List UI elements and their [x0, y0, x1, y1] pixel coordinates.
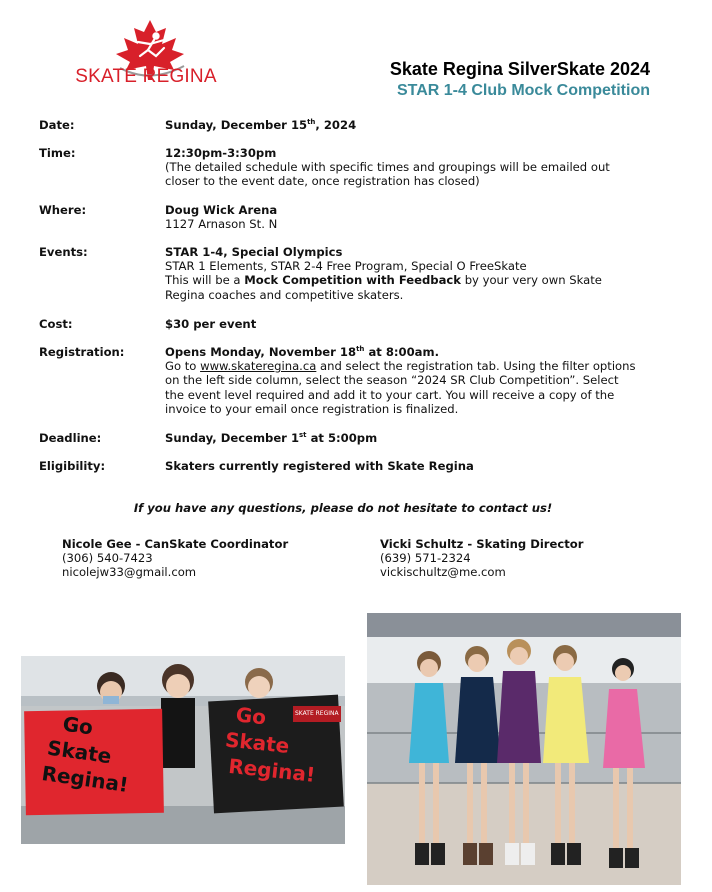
- time-label: Time:: [39, 146, 76, 160]
- sign-text: Go: [234, 702, 268, 730]
- contact-name: Vicki Schultz - Skating Director: [380, 537, 584, 551]
- contact-card: [380, 537, 583, 580]
- sign-text: Regina!: [227, 753, 317, 787]
- skaters-in-costumes-photo: [367, 613, 681, 885]
- cost-label: Cost:: [39, 317, 73, 331]
- cost-value: $30 per event: [165, 317, 257, 331]
- deadline-value: Sunday, December 1st at 5:00pm: [165, 431, 378, 445]
- contact-email[interactable]: nicolejw33@gmail.com: [62, 565, 197, 580]
- date-label: Date:: [39, 118, 75, 132]
- events-label: Events:: [39, 245, 88, 259]
- contact-email[interactable]: vickischultz@me.com: [380, 565, 506, 580]
- where-label: Where:: [39, 203, 87, 217]
- sign-text: Go: [61, 711, 95, 740]
- registration-label: Registration:: [39, 345, 125, 359]
- date-value: Sunday, December 15th, 2024: [165, 118, 357, 132]
- skaters-with-signs-photo: [21, 656, 345, 844]
- logo-text: SKATE REGINA: [75, 66, 217, 87]
- website-link[interactable]: www.skateregina.ca: [200, 359, 317, 374]
- contact-name: Nicole Gee - CanSkate Coordinator: [62, 537, 289, 551]
- sign-text: Regina!: [40, 761, 130, 797]
- contact-phone[interactable]: (306) 540-7423: [62, 551, 153, 566]
- registration-value: Opens Monday, November 18th at 8:00am. Go to www.skateregina.ca and select the registration tab. Using the filter options on the left side column, select the season “2024 SR Club Competition”. Select the event level required and add it to your cart. You will receive a copy of the invoice to your email once registration is finalized.: [165, 345, 636, 416]
- sign-text: Skate: [45, 735, 113, 769]
- sign-text: Skate: [224, 727, 291, 759]
- eligibility-label: Eligibility:: [39, 459, 106, 473]
- eligibility-value: Skaters currently registered with Skate Regina: [165, 459, 474, 473]
- contact-card: [62, 537, 288, 580]
- where-value: Doug Wick Arena 1127 Arnason St. N: [165, 203, 278, 232]
- deadline-label: Deadline:: [39, 431, 102, 445]
- contact-phone[interactable]: (639) 571-2324: [380, 551, 471, 566]
- page-title: Skate Regina SilverSkate 2024: [389, 59, 650, 79]
- contact-prompt: If you have any questions, please do not hesitate to contact us!: [133, 501, 553, 515]
- time-value: 12:30pm-3:30pm (The detailed schedule with specific times and groupings will be emailed out closer to the event date, once registration has closed): [165, 146, 610, 189]
- events-value: STAR 1-4, Special Olympics STAR 1 Elements, STAR 2-4 Free Program, Special O FreeSkate This will be a Mock Competition with Feedback by your very own Skate Regina coaches and competitive skaters.: [165, 245, 602, 302]
- sign-badge: SKATE REGINA: [293, 706, 341, 722]
- page-subtitle: STAR 1-4 Club Mock Competition: [396, 82, 650, 99]
